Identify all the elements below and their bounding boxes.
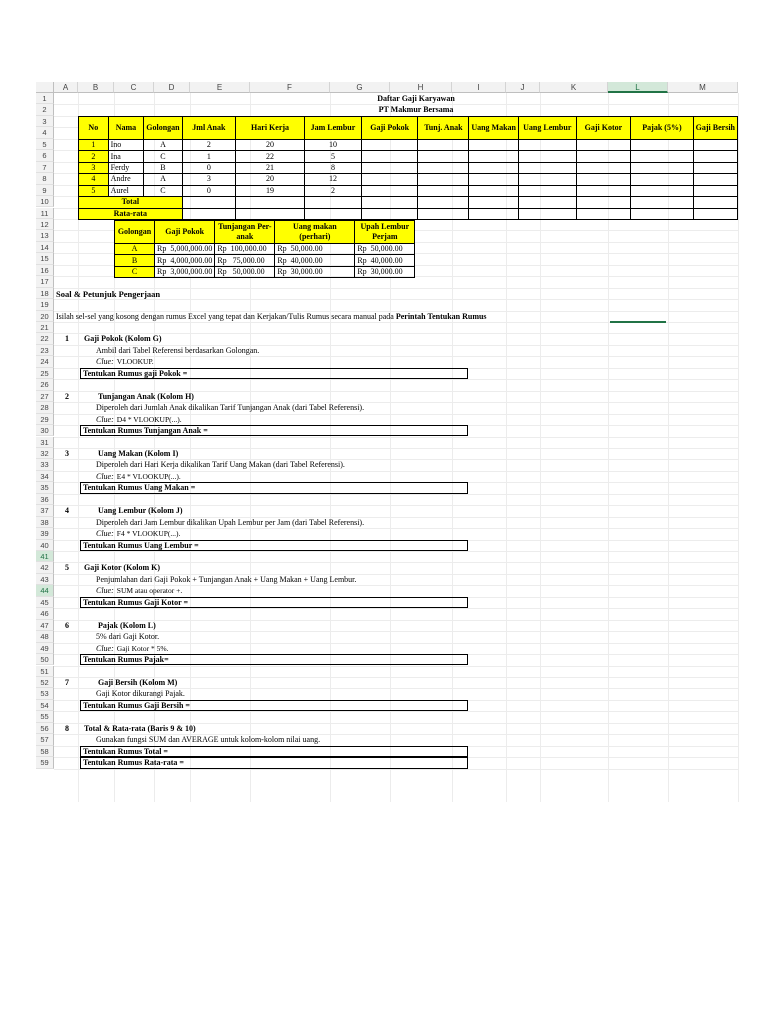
row-header-13[interactable]: 13 <box>36 230 54 241</box>
task-number[interactable]: 4 <box>65 506 69 516</box>
table-cell[interactable]: Andre <box>108 174 144 185</box>
row-header-42[interactable]: 42 <box>36 562 54 573</box>
clue-label: Clue: <box>96 471 114 481</box>
column-header-I[interactable]: I <box>452 82 506 93</box>
table-cell[interactable] <box>693 139 737 150</box>
row-header-55[interactable]: 55 <box>36 711 54 722</box>
table-row <box>79 151 738 162</box>
row-header-14[interactable]: 14 <box>36 242 54 253</box>
row-header-6[interactable]: 6 <box>36 150 54 161</box>
reference-cell[interactable]: Rp 30,000.00 <box>275 266 355 277</box>
reference-row <box>115 266 415 277</box>
row-header-30[interactable]: 30 <box>36 425 54 436</box>
answer-label: Tentukan Rumus Pajak= <box>83 655 169 665</box>
row-header-33[interactable]: 33 <box>36 459 54 470</box>
table-cell[interactable] <box>693 151 737 162</box>
grid-line <box>54 494 738 495</box>
table-cell[interactable] <box>361 208 418 219</box>
table-cell[interactable] <box>693 197 737 208</box>
table-row <box>79 185 738 196</box>
reference-header-cell[interactable]: Tunjangan Per-anak <box>215 220 275 243</box>
task-description[interactable]: Penjumlahan dari Gaji Pokok + Tunjangan Anak + Uang Makan + Uang Lembur. <box>96 574 357 584</box>
header-cell[interactable]: Tunj. Anak <box>418 116 469 139</box>
table-cell[interactable] <box>361 185 418 196</box>
row-header-45[interactable]: 45 <box>36 597 54 608</box>
task-number[interactable]: 5 <box>65 563 69 573</box>
task-description[interactable]: Diperoleh dari Hari Kerja dikalikan Tarif Uang Makan (dari Tabel Referensi). <box>96 460 345 470</box>
grid-line <box>738 93 739 802</box>
reference-header-cell[interactable]: Uang makan (perhari) <box>275 220 355 243</box>
grid-line <box>54 608 738 609</box>
table-cell[interactable] <box>693 162 737 173</box>
row-header-48[interactable]: 48 <box>36 631 54 642</box>
header-cell[interactable]: Uang Makan <box>469 116 519 139</box>
column-header-H[interactable]: H <box>390 82 452 93</box>
table-cell[interactable] <box>576 151 631 162</box>
header-cell[interactable]: Gaji Pokok <box>361 116 418 139</box>
row-header-41[interactable]: 41 <box>36 551 54 562</box>
selected-cell-indicator <box>610 321 666 323</box>
table-cell[interactable] <box>305 208 362 219</box>
row-header-39[interactable]: 39 <box>36 528 54 539</box>
row-header-22[interactable]: 22 <box>36 333 54 344</box>
table-row <box>79 162 738 173</box>
reference-cell[interactable]: C <box>115 266 155 277</box>
company-name[interactable]: PT Makmur Bersama <box>378 105 454 115</box>
table-cell[interactable] <box>361 174 418 185</box>
table-cell[interactable] <box>631 162 693 173</box>
row-header-35[interactable]: 35 <box>36 482 54 493</box>
table-cell[interactable] <box>418 174 469 185</box>
reference-row <box>115 255 415 266</box>
task-description[interactable]: Diperoleh dari Jam Lembur dikalikan Upah Lembur per Jam (dari Tabel Referensi). <box>96 517 365 527</box>
table-cell[interactable]: 12 <box>305 174 362 185</box>
grid-line <box>54 711 738 712</box>
table-cell[interactable]: 0 <box>182 185 235 196</box>
summary-label[interactable]: Rata-rata <box>79 208 183 219</box>
spreadsheet-grid[interactable] <box>36 82 738 802</box>
reference-cell[interactable]: A <box>115 243 155 254</box>
task-description[interactable]: Ambil dari Tabel Referensi berdasarkan Golongan. <box>96 345 260 355</box>
row-header-43[interactable]: 43 <box>36 574 54 585</box>
header-cell[interactable]: Jml Anak <box>182 116 235 139</box>
column-header-D[interactable]: D <box>154 82 190 93</box>
clue-label: Clue: <box>96 643 114 653</box>
reference-row <box>115 243 415 254</box>
row-header-59[interactable]: 59 <box>36 757 54 768</box>
table-cell[interactable]: C <box>144 185 182 196</box>
table-cell[interactable] <box>469 197 519 208</box>
row-header-3[interactable]: 3 <box>36 116 54 127</box>
table-cell[interactable] <box>361 162 418 173</box>
reference-cell[interactable]: Rp 30,000.00 <box>355 266 415 277</box>
select-all-corner[interactable] <box>36 82 54 93</box>
table-cell[interactable] <box>418 139 469 150</box>
reference-cell[interactable]: Rp 40,000.00 <box>355 255 415 266</box>
answer-box[interactable] <box>80 482 468 493</box>
clue-text: SUM atau operator +. <box>116 586 183 596</box>
task-title[interactable]: Gaji Kotor (Kolom K) <box>84 563 161 573</box>
table-cell[interactable] <box>361 151 418 162</box>
clue-label: Clue: <box>96 529 114 539</box>
column-header-B[interactable]: B <box>78 82 114 93</box>
reference-cell[interactable]: Rp 50,000.00 <box>275 243 355 254</box>
answer-label: Tentukan Rumus Tunjangan Anak = <box>83 426 208 436</box>
row-header-23[interactable]: 23 <box>36 345 54 356</box>
reference-cell[interactable]: B <box>115 255 155 266</box>
row-header-4[interactable]: 4 <box>36 127 54 138</box>
row-header-16[interactable]: 16 <box>36 265 54 276</box>
reference-header-cell[interactable]: Upah Lembur Perjam <box>355 220 415 243</box>
task-number[interactable]: 2 <box>65 391 69 401</box>
table-cell[interactable]: B <box>144 162 182 173</box>
table-cell[interactable] <box>305 197 362 208</box>
row-header-32[interactable]: 32 <box>36 448 54 459</box>
header-cell[interactable]: Hari Kerja <box>236 116 305 139</box>
column-header-J[interactable]: J <box>506 82 540 93</box>
answer-box[interactable] <box>80 597 468 608</box>
answer-label: Tentukan Rumus Uang Makan = <box>83 483 196 493</box>
row-header-1[interactable]: 1 <box>36 93 54 104</box>
answer-box[interactable] <box>80 540 468 551</box>
table-cell[interactable] <box>182 197 235 208</box>
table-cell[interactable] <box>469 151 519 162</box>
column-header-E[interactable]: E <box>190 82 250 93</box>
task-description[interactable]: Gunakan fungsi SUM dan AVERAGE untuk kolom-kolom nilai uang. <box>96 735 321 745</box>
answer-box[interactable] <box>80 368 468 379</box>
task-title[interactable]: Tunjangan Anak (Kolom H) <box>98 391 194 401</box>
task-title[interactable]: Uang Lembur (Kolom J) <box>98 506 183 516</box>
header-cell[interactable]: Golongan <box>144 116 182 139</box>
reference-cell[interactable]: Rp 50,000.00 <box>355 243 415 254</box>
table-cell[interactable]: A <box>144 174 182 185</box>
column-header-M[interactable]: M <box>668 82 738 93</box>
row-header-8[interactable]: 8 <box>36 173 54 184</box>
answer-label: Tentukan Rumus Rata-rata = <box>83 758 184 768</box>
task-description[interactable]: Gaji Kotor dikurangi Pajak. <box>96 689 185 699</box>
salary-header-row <box>79 116 738 139</box>
row-header-56[interactable]: 56 <box>36 723 54 734</box>
table-cell[interactable]: 3 <box>182 174 235 185</box>
grid-line <box>54 551 738 552</box>
table-cell[interactable] <box>418 197 469 208</box>
clue-label: Clue: <box>96 586 114 596</box>
reference-cell[interactable]: Rp 75,000.00 <box>215 255 275 266</box>
row-header-36[interactable]: 36 <box>36 494 54 505</box>
clue-text: VLOOKUP. <box>116 357 154 367</box>
table-cell[interactable] <box>576 174 631 185</box>
table-cell[interactable] <box>631 139 693 150</box>
reference-header-row <box>115 220 415 243</box>
table-cell[interactable] <box>631 185 693 196</box>
clue-text: E4 * VLOOKUP(...). <box>116 471 181 481</box>
answer-label: Tentukan Rumus gaji Pokok = <box>83 368 188 378</box>
reference-table <box>114 220 415 278</box>
table-cell[interactable] <box>631 151 693 162</box>
table-cell[interactable]: Ina <box>108 151 144 162</box>
task-number[interactable]: 3 <box>65 448 69 458</box>
table-cell[interactable] <box>576 185 631 196</box>
answer-box[interactable] <box>80 757 468 768</box>
answer-box[interactable] <box>80 425 468 436</box>
table-cell[interactable]: 5 <box>79 185 109 196</box>
table-cell[interactable]: 8 <box>305 162 362 173</box>
task-number[interactable]: 1 <box>65 334 69 344</box>
row-header-12[interactable]: 12 <box>36 219 54 230</box>
task-description[interactable]: 5% dari Gaji Kotor. <box>96 632 160 642</box>
table-cell[interactable] <box>519 197 577 208</box>
header-cell[interactable]: Uang Lembur <box>519 116 577 139</box>
table-cell[interactable]: 22 <box>236 151 305 162</box>
table-cell[interactable]: A <box>144 139 182 150</box>
table-cell[interactable] <box>519 139 577 150</box>
table-cell[interactable]: 1 <box>79 139 109 150</box>
table-cell[interactable]: 10 <box>305 139 362 150</box>
row-header-46[interactable]: 46 <box>36 608 54 619</box>
row-header-44[interactable]: 44 <box>36 585 54 596</box>
table-cell[interactable]: 4 <box>79 174 109 185</box>
row-header-51[interactable]: 51 <box>36 666 54 677</box>
table-cell[interactable] <box>236 208 305 219</box>
table-cell[interactable] <box>469 174 519 185</box>
grid-line <box>54 769 738 770</box>
row-header-10[interactable]: 10 <box>36 196 54 207</box>
answer-label: Tentukan Rumus Gaji Kotor = <box>83 597 189 607</box>
table-cell[interactable] <box>576 162 631 173</box>
row-header-50[interactable]: 50 <box>36 654 54 665</box>
task-description[interactable]: Diperoleh dari Jumlah Anak dikalikan Tarif Tunjangan Anak (dari Tabel Referensi). <box>96 403 365 413</box>
column-header-G[interactable]: G <box>330 82 390 93</box>
task-title[interactable]: Uang Makan (Kolom I) <box>98 448 179 458</box>
table-cell[interactable]: 2 <box>79 151 109 162</box>
table-cell[interactable] <box>182 208 235 219</box>
table-cell[interactable] <box>469 139 519 150</box>
row-header-20[interactable]: 20 <box>36 311 54 322</box>
table-cell[interactable]: C <box>144 151 182 162</box>
table-cell[interactable]: 20 <box>236 174 305 185</box>
table-cell[interactable]: 1 <box>182 151 235 162</box>
answer-box[interactable] <box>80 700 468 711</box>
summary-label[interactable]: Total <box>79 197 183 208</box>
row-header-34[interactable]: 34 <box>36 471 54 482</box>
table-cell[interactable]: Ino <box>108 139 144 150</box>
reference-cell[interactable]: Rp 40,000.00 <box>275 255 355 266</box>
clue-text: Gaji Kotor * 5%. <box>116 643 169 653</box>
row-header-58[interactable]: 58 <box>36 746 54 757</box>
column-header-L[interactable]: L <box>608 82 668 93</box>
reference-cell[interactable]: Rp 4,000,000.00 <box>155 255 215 266</box>
clue-text: D4 * VLOOKUP(...). <box>116 414 182 424</box>
row-header-11[interactable]: 11 <box>36 208 54 219</box>
column-header-K[interactable]: K <box>540 82 608 93</box>
reference-cell[interactable]: Rp 50,000.00 <box>215 266 275 277</box>
reference-cell[interactable]: Rp 5,000,000.00 <box>155 243 215 254</box>
clue-text: F4 * VLOOKUP(...). <box>116 529 181 539</box>
table-cell[interactable] <box>418 162 469 173</box>
table-cell[interactable] <box>361 139 418 150</box>
header-cell[interactable]: Pajak (5%) <box>631 116 693 139</box>
row-header-38[interactable]: 38 <box>36 517 54 528</box>
table-row <box>79 174 738 185</box>
table-cell[interactable] <box>519 208 577 219</box>
table-cell[interactable] <box>418 151 469 162</box>
summary-row <box>79 208 738 219</box>
table-cell[interactable] <box>693 174 737 185</box>
task-title[interactable]: Gaji Pokok (Kolom G) <box>84 334 162 344</box>
reference-cell[interactable]: Rp 3,000,000.00 <box>155 266 215 277</box>
table-cell[interactable] <box>693 208 737 219</box>
task-title[interactable]: Gaji Bersih (Kolom M) <box>98 677 178 687</box>
table-cell[interactable]: 5 <box>305 151 362 162</box>
table-cell[interactable]: Aurel <box>108 185 144 196</box>
header-cell[interactable]: Gaji Kotor <box>576 116 631 139</box>
row-header-40[interactable]: 40 <box>36 540 54 551</box>
table-cell[interactable] <box>631 174 693 185</box>
sheet-title[interactable]: Daftar Gaji Karyawan <box>377 94 455 103</box>
row-header-53[interactable]: 53 <box>36 688 54 699</box>
row-header-5[interactable]: 5 <box>36 139 54 150</box>
row-header-37[interactable]: 37 <box>36 505 54 516</box>
row-header-2[interactable]: 2 <box>36 104 54 115</box>
row-header-52[interactable]: 52 <box>36 677 54 688</box>
task-number[interactable]: 6 <box>65 620 69 630</box>
column-header-A[interactable]: A <box>54 82 78 93</box>
summary-row <box>79 197 738 208</box>
table-cell[interactable] <box>469 162 519 173</box>
table-cell[interactable]: 21 <box>236 162 305 173</box>
row-header-21[interactable]: 21 <box>36 322 54 333</box>
grid-line <box>54 379 738 380</box>
row-header-49[interactable]: 49 <box>36 643 54 654</box>
row-header-26[interactable]: 26 <box>36 379 54 390</box>
row-header-31[interactable]: 31 <box>36 437 54 448</box>
task-title[interactable]: Total & Rata-rata (Baris 9 & 10) <box>84 723 196 733</box>
header-cell[interactable]: No <box>79 116 109 139</box>
table-cell[interactable] <box>469 208 519 219</box>
clue-label: Clue: <box>96 414 114 424</box>
table-cell[interactable]: Ferdy <box>108 162 144 173</box>
row-header-15[interactable]: 15 <box>36 253 54 264</box>
table-cell[interactable]: 2 <box>182 139 235 150</box>
table-cell[interactable] <box>361 197 418 208</box>
row-header-54[interactable]: 54 <box>36 700 54 711</box>
instruction-text-main: Isilah sel-sel yang kosong dengan rumus Excel yang tepat dan Kerjakan/Tulis Rumus secara manual pada <box>56 311 396 321</box>
row-header-25[interactable]: 25 <box>36 368 54 379</box>
answer-box[interactable] <box>80 746 468 757</box>
table-cell[interactable] <box>469 185 519 196</box>
table-cell[interactable] <box>576 208 631 219</box>
table-cell[interactable] <box>418 208 469 219</box>
answer-label: Tentukan Rumus Gaji Bersih = <box>83 700 190 710</box>
table-cell[interactable]: 2 <box>305 185 362 196</box>
table-cell[interactable] <box>631 208 693 219</box>
table-cell[interactable] <box>576 139 631 150</box>
table-cell[interactable]: 20 <box>236 139 305 150</box>
table-cell[interactable] <box>631 197 693 208</box>
grid-line <box>54 666 738 667</box>
task-title[interactable]: Pajak (Kolom L) <box>98 620 156 630</box>
table-cell[interactable]: 3 <box>79 162 109 173</box>
table-cell[interactable] <box>576 197 631 208</box>
header-cell[interactable]: Gaji Bersih <box>693 116 737 139</box>
clue-label: Clue: <box>96 357 114 367</box>
row-header-57[interactable]: 57 <box>36 734 54 745</box>
row-header-27[interactable]: 27 <box>36 391 54 402</box>
row-header-9[interactable]: 9 <box>36 185 54 196</box>
table-cell[interactable] <box>693 185 737 196</box>
table-row <box>79 139 738 150</box>
table-cell[interactable] <box>519 162 577 173</box>
instruction-text-bold: Perintah Tentukan Rumus <box>395 311 487 321</box>
table-cell[interactable] <box>418 185 469 196</box>
table-cell[interactable] <box>519 151 577 162</box>
table-cell[interactable] <box>519 174 577 185</box>
row-header-29[interactable]: 29 <box>36 414 54 425</box>
table-cell[interactable]: 19 <box>236 185 305 196</box>
reference-cell[interactable]: Rp 100,000.00 <box>215 243 275 254</box>
row-header-7[interactable]: 7 <box>36 162 54 173</box>
row-header-18[interactable]: 18 <box>36 288 54 299</box>
task-number[interactable]: 7 <box>65 677 69 687</box>
row-header-17[interactable]: 17 <box>36 276 54 287</box>
column-header-C[interactable]: C <box>114 82 154 93</box>
answer-label: Tentukan Rumus Total = <box>83 746 168 756</box>
task-number[interactable]: 8 <box>65 723 69 733</box>
row-header-24[interactable]: 24 <box>36 356 54 367</box>
row-header-19[interactable]: 19 <box>36 299 54 310</box>
answer-box[interactable] <box>80 654 468 665</box>
reference-header-cell[interactable]: Golongan <box>115 220 155 243</box>
salary-table <box>78 116 738 220</box>
table-cell[interactable] <box>236 197 305 208</box>
grid-line <box>54 437 738 438</box>
section-title[interactable]: Soal & Petunjuk Pengerjaan <box>56 288 161 299</box>
row-header-47[interactable]: 47 <box>36 620 54 631</box>
table-cell[interactable] <box>519 185 577 196</box>
header-cell[interactable]: Nama <box>108 116 144 139</box>
column-header-F[interactable]: F <box>250 82 330 93</box>
table-cell[interactable]: 0 <box>182 162 235 173</box>
reference-header-cell[interactable]: Gaji Pokok <box>155 220 215 243</box>
answer-label: Tentukan Rumus Uang Lembur = <box>83 540 199 550</box>
row-header-28[interactable]: 28 <box>36 402 54 413</box>
header-cell[interactable]: Jam Lembur <box>305 116 362 139</box>
